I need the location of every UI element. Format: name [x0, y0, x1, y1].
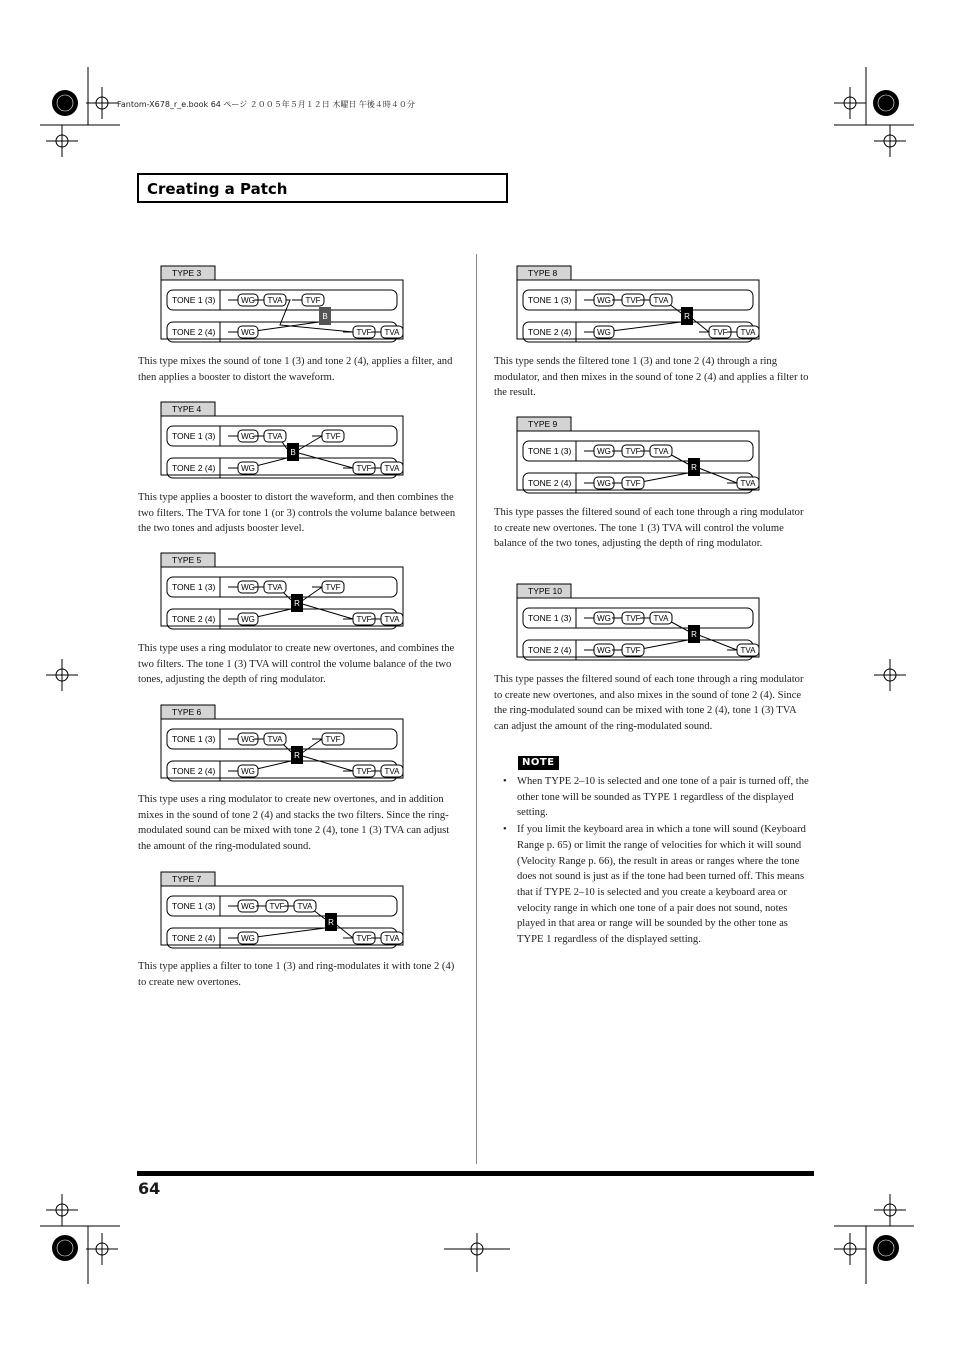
svg-text:TVF: TVF: [356, 615, 372, 624]
type-label: TYPE 10: [528, 586, 563, 596]
svg-text:WG: WG: [241, 902, 255, 911]
svg-text:R: R: [691, 630, 697, 639]
svg-text:TVF: TVF: [625, 296, 641, 305]
svg-text:WG: WG: [241, 328, 255, 337]
type-label: TYPE 6: [172, 707, 202, 717]
svg-text:TVA: TVA: [267, 735, 283, 744]
svg-text:TVA: TVA: [384, 767, 400, 776]
svg-text:TVA: TVA: [384, 464, 400, 473]
svg-text:WG: WG: [597, 646, 611, 655]
svg-text:TVA: TVA: [653, 614, 669, 623]
signal-flow-diagram: [160, 401, 406, 491]
tone-2-label: TONE 2 (4): [172, 933, 216, 943]
svg-text:TVA: TVA: [384, 328, 400, 337]
signal-flow-diagram: [160, 552, 406, 642]
description-type-4: This type applies a booster to distort the waveform, and then combines the two filters. The TVA for tone 1 (or 3) controls the volume balance between the two tones and adjusts booster level.: [138, 492, 456, 535]
type-label: TYPE 9: [528, 419, 558, 429]
type-label: TYPE 5: [172, 555, 202, 565]
signal-flow-diagram: [516, 265, 762, 355]
svg-text:TVF: TVF: [356, 328, 372, 337]
svg-text:WG: WG: [241, 583, 255, 592]
chapter-header: [137, 173, 508, 203]
svg-text:TVF: TVF: [269, 902, 285, 911]
description-type-8: This type sends the filtered tone 1 (3) and tone 2 (4) through a ring modulator, and then mixes in the sound of tone 2 (4) and applies a filter to the result.: [494, 356, 809, 399]
tone-1-label: TONE 1 (3): [528, 295, 572, 305]
tone-1-label: TONE 1 (3): [172, 901, 216, 911]
svg-text:WG: WG: [597, 479, 611, 488]
tone-2-label: TONE 2 (4): [172, 614, 216, 624]
svg-text:TVA: TVA: [297, 902, 313, 911]
svg-text:WG: WG: [597, 328, 611, 337]
svg-text:TVF: TVF: [625, 646, 641, 655]
signal-flow-diagram: [516, 583, 762, 673]
svg-text:TVA: TVA: [384, 615, 400, 624]
description-type-7: This type applies a filter to tone 1 (3) and ring-modulates it with tone 2 (4) to create new overtones.: [138, 961, 455, 988]
type-label: TYPE 3: [172, 268, 202, 278]
svg-text:WG: WG: [597, 614, 611, 623]
svg-text:R: R: [328, 918, 334, 927]
svg-text:WG: WG: [241, 296, 255, 305]
tone-1-label: TONE 1 (3): [528, 446, 572, 456]
svg-text:TVA: TVA: [267, 296, 283, 305]
svg-text:WG: WG: [597, 296, 611, 305]
svg-text:TVF: TVF: [625, 479, 641, 488]
diagram-type-8: [516, 265, 762, 355]
svg-text:TVF: TVF: [325, 735, 341, 744]
svg-text:R: R: [294, 751, 300, 760]
svg-text:TVA: TVA: [267, 432, 283, 441]
diagram-type-7: [160, 871, 406, 961]
svg-text:R: R: [691, 463, 697, 472]
note-item: • When TYPE 2–10 is selected and one tone of a pair is turned off, the other tone will be sounded as TYPE 1 regardless of the displayed setting.: [498, 774, 814, 821]
svg-text:TVA: TVA: [740, 479, 756, 488]
svg-text:WG: WG: [241, 464, 255, 473]
signal-flow-diagram: [516, 416, 762, 506]
type-label: TYPE 4: [172, 404, 202, 414]
tone-2-label: TONE 2 (4): [172, 766, 216, 776]
svg-text:TVA: TVA: [267, 583, 283, 592]
tone-2-label: TONE 2 (4): [172, 327, 216, 337]
svg-text:B: B: [290, 448, 296, 457]
svg-text:TVF: TVF: [305, 296, 321, 305]
svg-text:TVF: TVF: [325, 583, 341, 592]
diagram-type-9: [516, 416, 762, 506]
tone-1-label: TONE 1 (3): [528, 613, 572, 623]
signal-flow-diagram: [160, 265, 406, 355]
svg-text:TVF: TVF: [356, 934, 372, 943]
description-type-5: This type uses a ring modulator to create new overtones, and combines the two filters. The tone 1 (3) TVA will control the volume balance of the two tones, adjusting the depth of ring modulator.: [138, 643, 455, 686]
note-list: [498, 774, 814, 949]
signal-flow-diagram: [160, 704, 406, 794]
svg-text:TVF: TVF: [325, 432, 341, 441]
description-type-10: This type passes the filtered sound of each tone through a ring modulator to create new overtones, and also mixes in the sound of tone 2 (4). Since the ring-modulated sound can be mixed with tone 2 (4), tone 1 (3) TVA can adjust the amount of the ring-modulated sound.: [494, 674, 804, 732]
description-type-3: This type mixes the sound of tone 1 (3) and tone 2 (4), applies a filter, and then applies a booster to distort the waveform.: [138, 356, 453, 383]
tone-2-label: TONE 2 (4): [528, 478, 572, 488]
tone-1-label: TONE 1 (3): [172, 431, 216, 441]
svg-text:TVA: TVA: [740, 646, 756, 655]
tone-2-label: TONE 2 (4): [528, 645, 572, 655]
svg-text:TVF: TVF: [356, 464, 372, 473]
svg-text:WG: WG: [241, 767, 255, 776]
svg-text:R: R: [294, 599, 300, 608]
running-header: Fantom-X678_r_e.book 64 ページ ２００５年５月１２日 木曜日 午後４時４０分: [117, 100, 415, 109]
tone-2-label: TONE 2 (4): [172, 463, 216, 473]
diagram-type-5: [160, 552, 406, 642]
svg-text:TVF: TVF: [356, 767, 372, 776]
svg-text:TVA: TVA: [653, 447, 669, 456]
footer-rule: [137, 1171, 814, 1176]
diagram-type-6: [160, 704, 406, 794]
svg-text:R: R: [684, 312, 690, 321]
diagram-type-10: [516, 583, 762, 673]
svg-text:TVF: TVF: [712, 328, 728, 337]
tone-1-label: TONE 1 (3): [172, 582, 216, 592]
svg-text:WG: WG: [241, 432, 255, 441]
svg-text:TVA: TVA: [653, 296, 669, 305]
tone-2-label: TONE 2 (4): [528, 327, 572, 337]
signal-flow-diagram: [160, 871, 406, 961]
svg-text:B: B: [322, 312, 328, 321]
description-type-9: This type passes the filtered sound of each tone through a ring modulator to create new overtones. The tone 1 (3) TVA will control the volume balance of the two tones, adjusting the depth of ring modulator.: [494, 507, 804, 550]
note-item: • If you limit the keyboard area in which a tone will sound (Keyboard Range p. 65) or limit the range of velocities for which it will sound (Velocity Range p. 66), the result in areas or ranges where the tone does not sound is just as if the tone had been turned off. This means that if TYPE 2–10 is selected and you create a keyboard area or velocity range in which one tone of a pair does not sound, notes played in that area or range will be sounded by the other tone as TYPE 1 regardless of the displayed setting.: [498, 822, 814, 948]
svg-text:TVA: TVA: [740, 328, 756, 337]
svg-text:TVF: TVF: [625, 447, 641, 456]
svg-text:WG: WG: [597, 447, 611, 456]
svg-text:WG: WG: [241, 934, 255, 943]
svg-text:TVF: TVF: [625, 614, 641, 623]
type-label: TYPE 8: [528, 268, 558, 278]
type-label: TYPE 7: [172, 874, 202, 884]
tone-1-label: TONE 1 (3): [172, 295, 216, 305]
svg-text:WG: WG: [241, 735, 255, 744]
svg-text:WG: WG: [241, 615, 255, 624]
tone-1-label: TONE 1 (3): [172, 734, 216, 744]
svg-text:TVA: TVA: [384, 934, 400, 943]
note-label: NOTE: [518, 756, 559, 770]
description-type-6: This type uses a ring modulator to create new overtones, and in addition mixes in the sound of tone 2 (4) and stacks the two filters. Since the ring-modulated sound can be mixed with tone 2 (4), tone 1 (3) TVA can adjust the amount of the ring-modulated sound.: [138, 794, 450, 852]
diagram-type-3: [160, 265, 406, 355]
column-divider: [476, 254, 477, 1164]
diagram-type-4: [160, 401, 406, 491]
page-number: 64: [138, 1179, 161, 1198]
chapter-title: Creating a Patch: [147, 180, 288, 198]
